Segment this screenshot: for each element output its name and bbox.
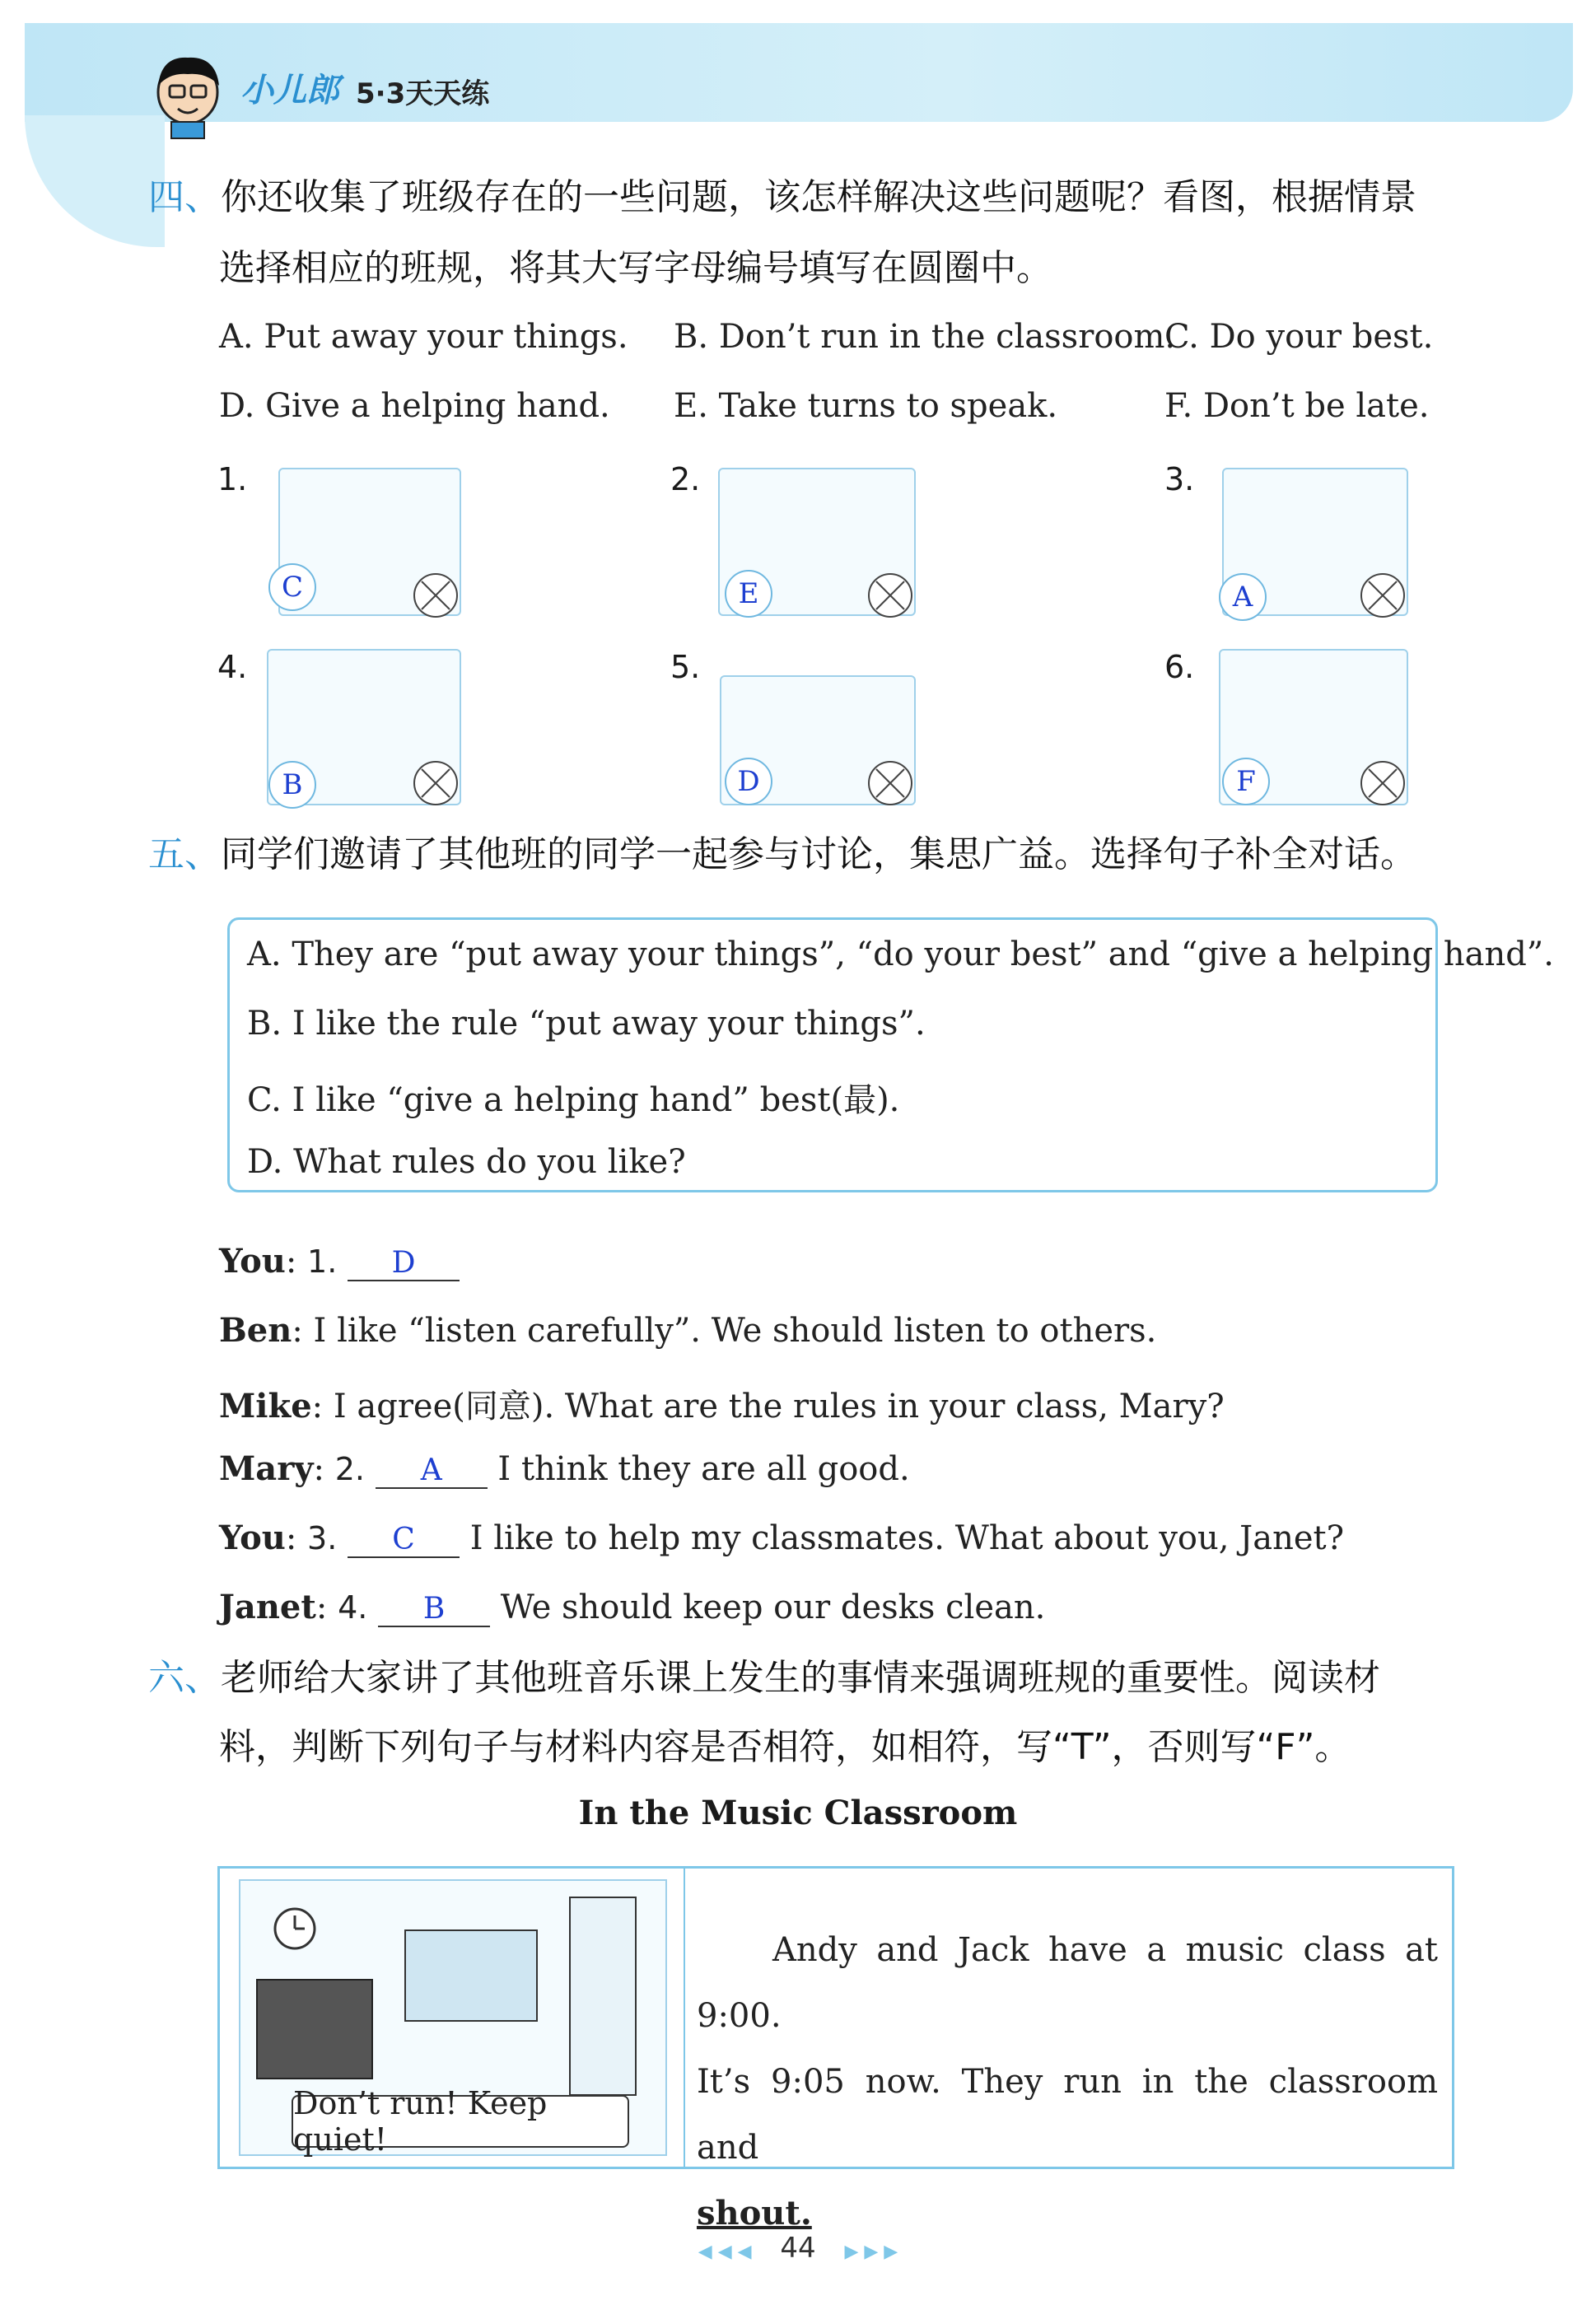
section4-instruction <box>148 175 1466 221</box>
page-number <box>0 2232 1596 2265</box>
picture-6-answer: F <box>1236 765 1256 798</box>
choice-c: C. I like “give a helping hand” best(最). <box>247 1081 900 1119</box>
option-f: F. Don’t be late. <box>1164 387 1430 425</box>
picture-5-answer-circle[interactable] <box>725 758 772 805</box>
picture-2-answer: E <box>738 577 759 610</box>
blank-number: 2. <box>334 1451 365 1487</box>
dialogue-text: I like “listen carefully”. We should listen to others. <box>313 1312 1157 1350</box>
option-b: B. Don’t run in the classroom. <box>674 318 1176 356</box>
picture-5-answer: D <box>737 765 760 798</box>
section5-instruction <box>148 832 1482 878</box>
section6-instruction-line2: 料，判断下列句子与材料内容是否相符，如相符，写“T”，否则写“F”。 <box>219 1726 1351 1768</box>
picture-3-number: 3. <box>1164 461 1195 497</box>
section5-number: 五、 <box>148 833 221 875</box>
speaker-name: Ben <box>219 1311 292 1350</box>
speaker-name: You <box>219 1519 286 1557</box>
picture-2-check-icon <box>868 573 912 618</box>
speaker-name: Mary <box>219 1449 314 1488</box>
option-c: C. Do your best. <box>1164 318 1434 356</box>
choice-d: D. What rules do you like? <box>247 1143 686 1181</box>
dialogue-text: I agree(同意). What are the rules in your class, Mary? <box>333 1388 1225 1425</box>
answer-blank-1[interactable]: D <box>348 1246 460 1281</box>
picture-4-answer: B <box>282 768 303 801</box>
answer-blank-3[interactable]: C <box>348 1523 460 1558</box>
dialogue-line-4: Mary: 2. A I think they are all good. <box>219 1449 910 1488</box>
dialogue-text: We should keep our desks clean. <box>500 1589 1046 1626</box>
picture-1-check-icon <box>413 573 458 618</box>
picture-3-check-icon <box>1360 573 1405 618</box>
left-arrows-icon: ◀ ◀ ◀ <box>698 2242 752 2262</box>
passage-line-1: Andy and Jack have a music class at 9:00. <box>697 1931 1438 2035</box>
section4-instruction-line1: 你还收集了班级存在的一些问题，该怎样解决这些问题呢？看图，根据情景 <box>221 176 1416 218</box>
section6-instruction <box>148 1655 1482 1701</box>
blank-number: 1. <box>307 1243 338 1280</box>
passage-title: In the Music Classroom <box>578 1794 1018 1832</box>
passage-divider <box>684 1868 685 2167</box>
section4-instruction-line2: 选择相应的班规，将其大写字母编号填写在圆圈中。 <box>219 247 1052 289</box>
picture-1-answer: C <box>281 571 303 604</box>
passage-line-2: It’s 9:05 now. They run in the classroom and <box>697 2063 1438 2167</box>
dialogue-line-1: You: 1. D <box>219 1242 460 1281</box>
blank-number: 4. <box>338 1589 368 1626</box>
speech-bubble: Don’t run! Keep quiet! <box>292 2095 629 2148</box>
picture-3-answer-circle[interactable] <box>1219 573 1267 621</box>
header-band-curve <box>25 115 165 247</box>
picture-4-answer-circle[interactable] <box>268 761 316 809</box>
brand-logo: 小儿郎 <box>240 72 339 110</box>
picture-4-number: 4. <box>217 649 248 685</box>
choice-a: A. They are “put away your things”, “do your best” and “give a helping hand”. <box>247 936 1554 973</box>
picture-6-check-icon <box>1360 761 1405 805</box>
picture-1-number: 1. <box>217 461 248 497</box>
speaker-name: Mike <box>219 1387 312 1425</box>
dialogue-line-3: Mike: I agree(同意). What are the rules in your class, Mary? <box>219 1387 1225 1425</box>
speaker-name: You <box>219 1242 286 1281</box>
option-d: D. Give a helping hand. <box>219 387 610 425</box>
section5-instruction-text: 同学们邀请了其他班的同学一起参与讨论，集思广益。选择句子补全对话。 <box>221 833 1416 875</box>
section4-number: 四、 <box>148 176 221 218</box>
dialogue-line-6: Janet: 4. B We should keep our desks clean. <box>219 1588 1046 1626</box>
series-title: 5·3天天练 <box>356 77 490 110</box>
answer-blank-4[interactable]: B <box>378 1592 490 1627</box>
choice-b: B. I like the rule “put away your things”. <box>247 1005 926 1043</box>
speaker-name: Janet <box>219 1588 316 1626</box>
picture-1-answer-circle[interactable] <box>268 563 316 611</box>
dialogue-text: I like to help my classmates. What about you, Janet? <box>469 1519 1345 1557</box>
dialogue-line-5: You: 3. C I like to help my classmates. What about you, Janet? <box>219 1519 1345 1557</box>
blank-number: 3. <box>307 1520 338 1556</box>
dialogue-text: I think they are all good. <box>497 1450 910 1488</box>
section6-number: 六、 <box>148 1657 221 1699</box>
picture-2-answer-circle[interactable] <box>725 570 772 618</box>
picture-6-number: 6. <box>1164 649 1195 685</box>
answer-blank-2[interactable]: A <box>376 1453 488 1489</box>
picture-5-check-icon <box>868 761 912 805</box>
option-a: A. Put away your things. <box>219 318 628 356</box>
passage-line-3: shout. <box>697 2194 812 2233</box>
boy-mascot-icon <box>150 49 226 140</box>
section6-instruction-line1: 老师给大家讲了其他班音乐课上发生的事情来强调班规的重要性。阅读材 <box>221 1657 1380 1699</box>
picture-5-number: 5. <box>670 649 701 685</box>
picture-6-answer-circle[interactable] <box>1222 758 1270 805</box>
page-number-text: 44 <box>780 2232 816 2265</box>
dialogue-line-2: Ben: I like “listen carefully”. We should listen to others. <box>219 1311 1157 1350</box>
picture-4-check-icon <box>413 761 458 805</box>
right-arrows-icon: ▶ ▶ ▶ <box>844 2242 898 2262</box>
picture-3-answer: A <box>1232 581 1253 614</box>
picture-2-number: 2. <box>670 461 701 497</box>
reading-passage <box>697 1917 1438 2247</box>
option-e: E. Take turns to speak. <box>674 387 1058 425</box>
